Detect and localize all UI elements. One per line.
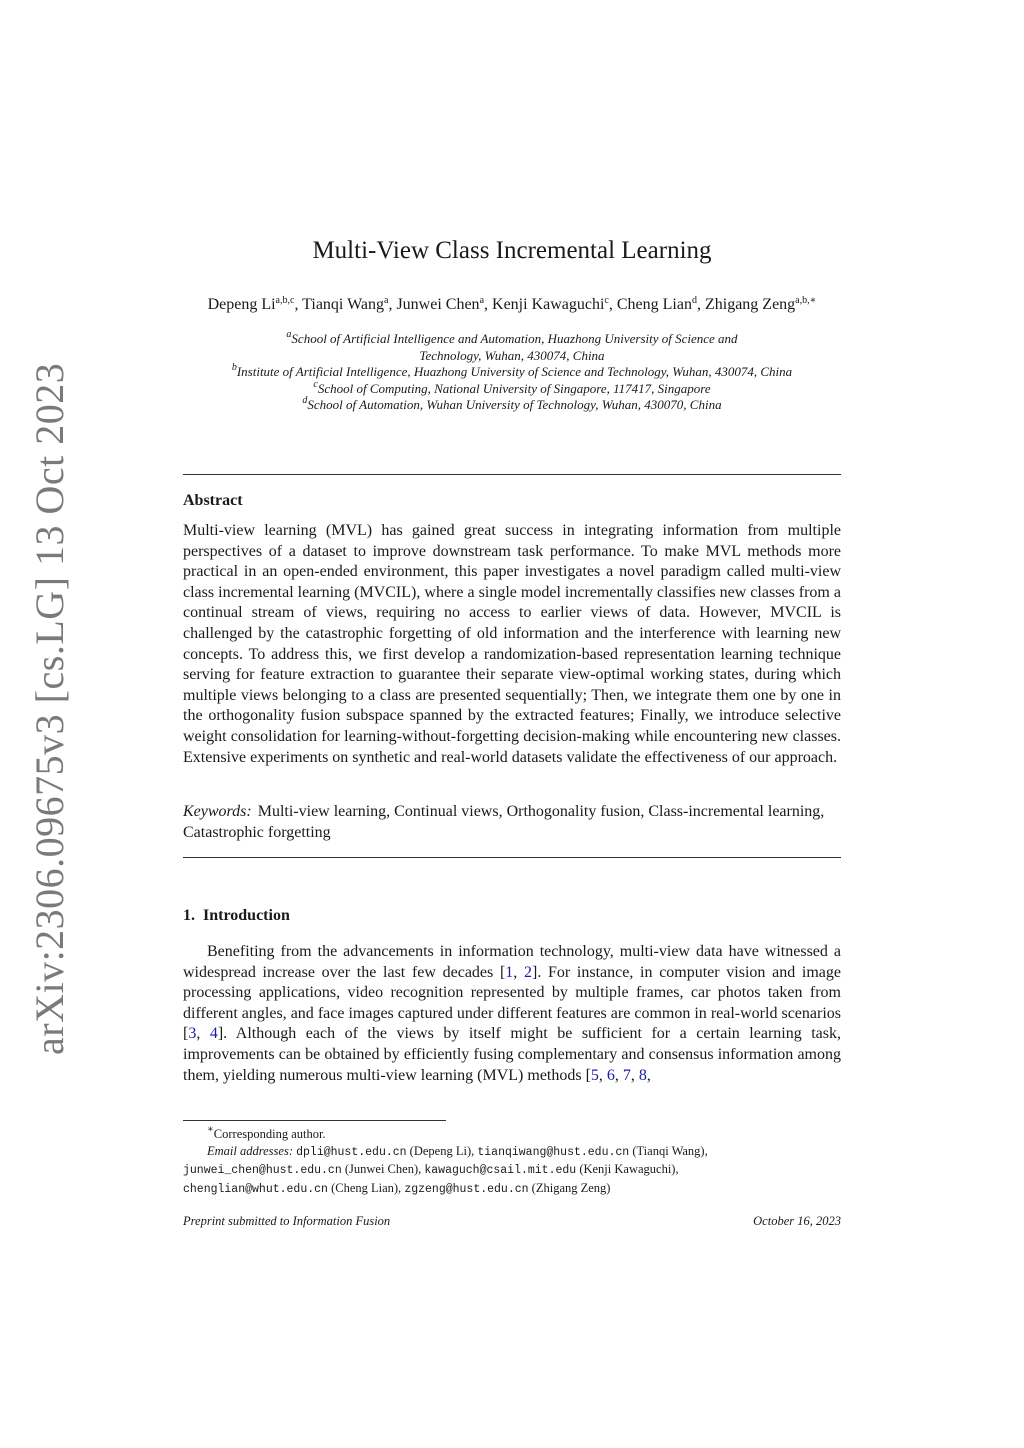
author-separator: ,: [294, 296, 303, 313]
affiliation-text: School of Automation, Wuhan University of Technology, Wuhan, 430070, China: [307, 397, 722, 412]
keywords-text: Multi-view learning, Continual views, Orthogonality fusion, Class-incremental learning, Catastrophic forgetting: [183, 803, 825, 841]
section-number: 1.: [183, 907, 195, 924]
page-footer: [183, 1213, 841, 1229]
author-affiliation-mark: a,b,c: [275, 295, 295, 306]
footnote-rule: [183, 1120, 446, 1121]
affiliation-line: [0, 348, 1024, 365]
email-label: Email addresses:: [207, 1143, 297, 1158]
email-address[interactable]: zgzeng@hust.edu.cn: [404, 1182, 529, 1196]
email-address[interactable]: chenglian@whut.edu.cn: [183, 1182, 328, 1196]
affiliation-line: [0, 364, 1024, 381]
author-affiliation-mark: c: [604, 295, 609, 306]
affiliation-text: School of Computing, National University of Singapore, 117417, Singapore: [317, 380, 711, 396]
introduction-paragraph: [183, 942, 841, 1086]
affiliation-line: [0, 378, 1024, 398]
affiliation-mark: a: [286, 329, 292, 340]
email-addresses: [183, 1143, 841, 1199]
email-owner: (Tianqi Wang),: [629, 1143, 708, 1158]
intro-text: ,: [630, 1066, 639, 1084]
affiliation-line: [0, 397, 1024, 414]
affiliation-line: [0, 331, 1024, 348]
author-name: Junwei Chen: [396, 296, 480, 313]
abstract-bottom-rule: [183, 857, 841, 858]
keywords: [183, 801, 841, 843]
email-owner: (Zhigang Zeng): [528, 1180, 611, 1195]
intro-text: ,: [598, 1066, 607, 1084]
abstract-heading: Abstract: [183, 492, 243, 509]
abstract-top-rule: [183, 474, 841, 475]
citation-link[interactable]: 8: [638, 1066, 647, 1084]
footnotes: [183, 1126, 841, 1198]
citation-link[interactable]: 5: [590, 1066, 599, 1084]
author-name: Depeng Li: [207, 296, 276, 313]
intro-text: ,: [614, 1066, 623, 1084]
email-line: [183, 1161, 841, 1180]
intro-text: ,: [196, 1025, 210, 1043]
email-address[interactable]: tianqiwang@hust.edu.cn: [477, 1145, 630, 1159]
email-address[interactable]: kawaguch@csail.mit.edu: [424, 1164, 577, 1177]
abstract-text: Multi-view learning (MVL) has gained great success in integrating information from multiple perspectives of a dataset to improve downstream task performance. To make MVL methods more practical in an open-ended environment, this paper investigates a novel paradigm called multi-view class incremental learning (MVCIL), where a single model incrementally classifies new classes from a continual stream of views, requiring no access to earlier views of data. However, MVCIL is challenged by the catastrophic forgetting of old information and the interference with learning new concepts. To address this, we first develop a randomization-based representation learning technique serving for feature extraction to guarantee their separate view-optimal working states, during which multiple views belonging to a class are presented sequentially; Then, we integrate them one by one in the orthogonality fusion subspace spanned by the extracted features; Finally, we introduce selective weight consolidation for learning-without-forgetting decision-making while encountering new classes. Extensive experiments on synthetic and real-world datasets validate the effectiveness of our approach.: [183, 522, 841, 766]
author-affiliation-mark: d: [691, 295, 697, 306]
author-list: [0, 294, 1024, 316]
affiliation-list: [0, 331, 1024, 414]
intro-text: ,: [646, 1066, 651, 1084]
footnote-mark: ∗: [207, 1124, 214, 1135]
arxiv-identifier-stamp: arXiv:2306.09675v3 [cs.LG] 13 Oct 2023: [27, 362, 72, 1055]
email-owner: (Cheng Lian),: [327, 1180, 405, 1195]
intro-text: Benefiting from the advancements in information technology, multi-view data have witnessed a widespread increase over the last few decades [: [183, 943, 841, 981]
citation-link[interactable]: 3: [188, 1025, 197, 1043]
email-owner: (Kenji Kawaguchi),: [576, 1162, 679, 1176]
author-separator: ,: [696, 296, 705, 313]
author-separator: ,: [608, 296, 617, 313]
footer-date: October 16, 2023: [753, 1214, 841, 1228]
email-owner: (Depeng Li),: [406, 1143, 478, 1158]
author-affiliation-mark: a: [384, 295, 389, 306]
affiliation-mark: d: [302, 395, 308, 406]
intro-text: ]. Although each of the views by itself might be sufficient for a certain learning task, improvements can be obtained by efficiently fusing complementary and consensus information among them, yielding numerous multi-view learning (MVL) methods [: [183, 1025, 842, 1084]
author-name: Kenji Kawaguchi: [492, 296, 605, 313]
intro-text: ]. For instance, in computer vision and image processing applications, video recognition represented by multiple frames, car photos taken from different angles, and face images captured under different features are common in real-world scenarios [: [183, 963, 842, 1043]
citation-link[interactable]: 6: [606, 1066, 615, 1084]
affiliation-text: Institute of Artificial Intelligence, Huazhong University of Science and Technology, Wuhan, 430074, China: [236, 364, 793, 379]
paper-title: Multi-View Class Incremental Learning: [312, 237, 712, 264]
footer-journal: Preprint submitted to Information Fusion: [183, 1214, 391, 1228]
author-name: Zhigang Zeng: [704, 296, 796, 313]
citation-link[interactable]: 4: [209, 1025, 218, 1043]
author-affiliation-mark: a,b,∗: [795, 295, 817, 306]
email-line: [183, 1143, 841, 1162]
email-address[interactable]: dpli@hust.edu.cn: [296, 1145, 407, 1159]
author-separator: ,: [484, 296, 493, 313]
affiliation-text: Technology, Wuhan, 430074, China: [419, 347, 605, 363]
email-line: [183, 1180, 841, 1199]
keywords-label: Keywords:: [183, 803, 252, 820]
email-owner: (Junwei Chen),: [341, 1162, 425, 1176]
author-affiliation-mark: a: [479, 295, 485, 306]
corresponding-author-text: Corresponding author.: [213, 1127, 326, 1141]
section-heading-introduction: [183, 906, 290, 926]
email-address[interactable]: junwei_chen@hust.edu.cn: [183, 1164, 342, 1177]
citation-link[interactable]: 1: [505, 963, 514, 981]
citation-link[interactable]: 2: [523, 963, 532, 981]
affiliation-mark: c: [313, 378, 318, 390]
affiliation-mark: b: [231, 362, 237, 373]
corresponding-author-note: [183, 1126, 841, 1143]
affiliation-text: School of Artificial Intelligence and Automation, Huazhong University of Science and: [291, 331, 738, 346]
author-separator: ,: [388, 296, 397, 313]
citation-link[interactable]: 7: [622, 1066, 631, 1084]
section-title: Introduction: [203, 907, 290, 924]
author-name: Tianqi Wang: [302, 296, 384, 313]
intro-text: ,: [513, 963, 524, 981]
author-name: Cheng Lian: [616, 296, 692, 313]
